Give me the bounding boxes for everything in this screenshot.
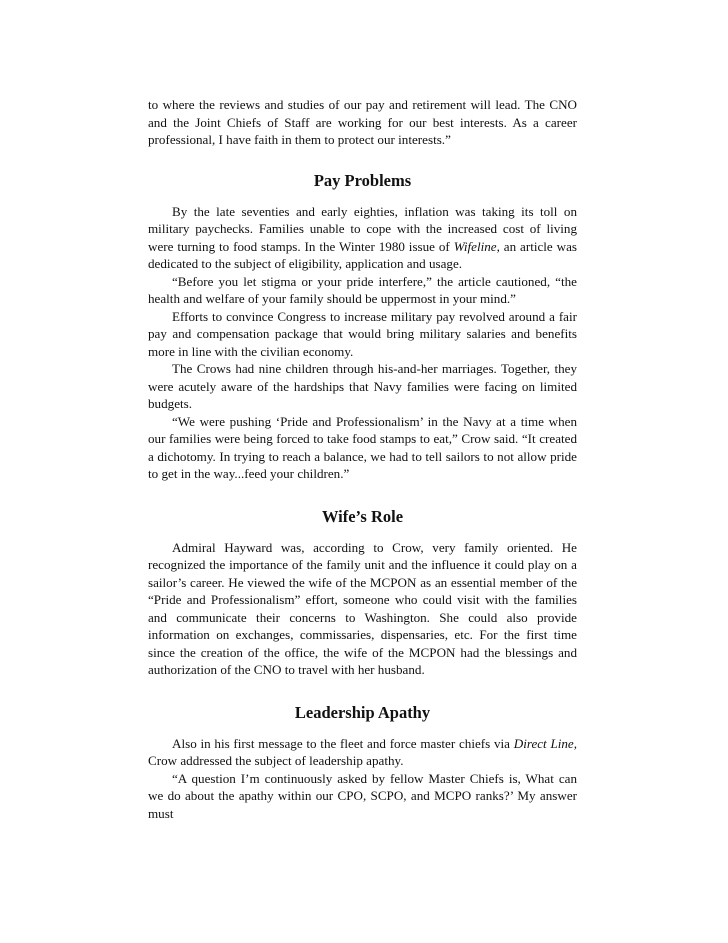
- paragraph-text: Crow addressed the subject of leadership apathy.: [148, 753, 404, 768]
- paragraph: Efforts to convince Congress to increase military pay revolved around a fair pay and compensation package that would bring military salaries and benefits more in line with the civilian economy.: [148, 308, 577, 359]
- section-heading-wifes-role: Wife’s Role: [321, 506, 404, 526]
- section-heading-pay-problems: Pay Problems: [313, 170, 412, 190]
- paragraph-text: By the late seventies and early eighties, inflation was taking its toll on military paychecks. Families unable to cope with the increased cost of living were turning to food stamps. In the Winter 1980 issue of: [148, 203, 577, 254]
- paragraph: Admiral Hayward was, according to Crow, very family oriented. He recognized the importance of the family unit and the influence it could play on a sailor’s career. He viewed the wife of the MCPON as an essential member of the “Pride and Professionalism” effort, someone who could visit with the families and communicate their concerns to Washington. She could also provide information on exchanges, commissaries, dispensaries, etc. For the first time since the creation of the office, the wife of the MCPON had the blessings and authorization of the CNO to travel with her husband.: [148, 539, 577, 677]
- section-wifes-role: [148, 507, 577, 679]
- section-pay-problems: [148, 171, 577, 483]
- paragraph: “Before you let stigma or your pride interfere,” the article cautioned, “the health and welfare of your family should be uppermost in your mind.”: [148, 273, 577, 306]
- document-page: [148, 96, 577, 822]
- continued-paragraph: to where the reviews and studies of our pay and retirement will lead. The CNO and the Joint Chiefs of Staff are working for our best interests. As a career professional, I have faith in them to protect our interests.”: [148, 97, 577, 147]
- section-leadership-apathy: [148, 703, 577, 823]
- publication-title: Wifeline,: [453, 238, 500, 254]
- paragraph: [148, 203, 577, 273]
- publication-title: Direct Line,: [513, 735, 577, 751]
- section-heading-leadership-apathy: Leadership Apathy: [294, 702, 431, 722]
- paragraph: “We were pushing ‘Pride and Professionalism’ in the Navy at a time when our families were being forced to take food stamps to eat,” Crow said. “It created a dichotomy. In trying to reach a balance, we had to tell sailors to not allow pride to get in the way...feed your children.”: [148, 413, 577, 481]
- paragraph-text: an article was dedicated to the subject of eligibility, application and usage.: [148, 238, 577, 271]
- paragraph: [148, 735, 577, 770]
- paragraph: “A question I’m continuously asked by fellow Master Chiefs is, What can we do about the apathy within our CPO, SCPO, and MCPO ranks?’ My answer must: [148, 770, 577, 821]
- paragraph-text: Also in his first message to the fleet and force master chiefs via: [172, 735, 514, 751]
- paragraph: The Crows had nine children through his-and-her marriages. Together, they were acutely aware of the hardships that Navy families were facing on limited budgets.: [148, 361, 577, 411]
